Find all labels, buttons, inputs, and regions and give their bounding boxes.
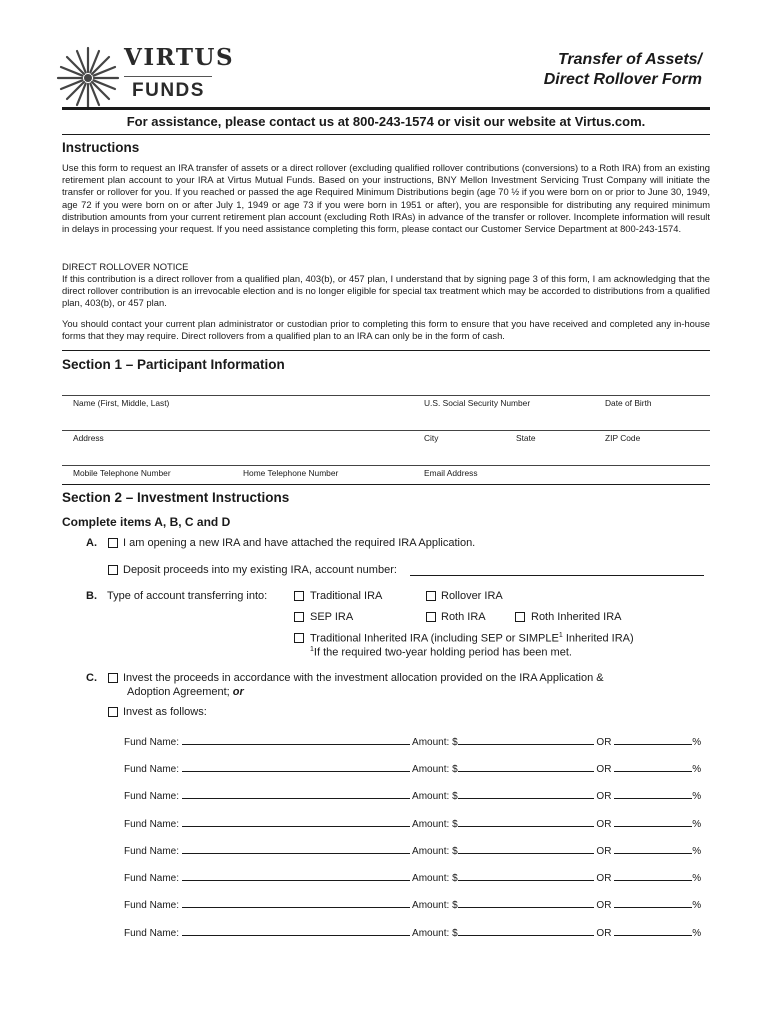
amount-label: Amount: $	[412, 873, 458, 884]
fund-name-field[interactable]	[182, 844, 410, 854]
percent-sign: %	[692, 737, 702, 748]
footnote-marker-2: 1	[310, 646, 314, 653]
or-label: OR	[596, 764, 612, 775]
name-ssn-dob-field[interactable]	[62, 395, 710, 396]
fund-name-label: Fund Name:	[124, 846, 180, 857]
logo-divider	[124, 76, 212, 77]
city-label: City	[424, 433, 439, 443]
existing-ira-checkbox[interactable]	[108, 565, 118, 575]
roth-ira-label: Roth IRA	[441, 611, 486, 623]
percent-sign: %	[692, 846, 702, 857]
traditional-ira-label: Traditional IRA	[310, 590, 383, 602]
fund-name-field[interactable]	[182, 926, 410, 936]
percent-field[interactable]	[614, 844, 692, 854]
percent-sign: %	[692, 928, 702, 939]
rollover-notice-title: DIRECT ROLLOVER NOTICE	[62, 261, 189, 272]
percent-sign: %	[692, 791, 702, 802]
rollover-ira-checkbox[interactable]	[426, 591, 436, 601]
amount-field[interactable]	[458, 735, 594, 745]
name-label: Name (First, Middle, Last)	[73, 398, 170, 408]
fund-row	[124, 735, 701, 748]
amount-field[interactable]	[458, 789, 594, 799]
fund-name-field[interactable]	[182, 789, 410, 799]
roth-inherited-ira-label: Roth Inherited IRA	[531, 611, 622, 623]
phone-email-field[interactable]	[62, 465, 710, 466]
mobile-phone-label: Mobile Telephone Number	[73, 468, 171, 478]
form-title-line1: Transfer of Assets/	[557, 51, 702, 68]
invest-as-follows-label: Invest as follows:	[123, 706, 207, 718]
invest-per-application-checkbox[interactable]	[108, 673, 118, 683]
fund-name-label: Fund Name:	[124, 873, 180, 884]
new-ira-checkbox[interactable]	[108, 538, 118, 548]
percent-field[interactable]	[614, 871, 692, 881]
percent-sign: %	[692, 900, 702, 911]
percent-field[interactable]	[614, 817, 692, 827]
fund-name-field[interactable]	[182, 735, 410, 745]
fund-row	[124, 817, 701, 830]
holding-period-text: If the required two-year holding period has been met.	[313, 646, 572, 659]
rollover-ira-label: Rollover IRA	[441, 590, 503, 602]
amount-field[interactable]	[458, 898, 594, 908]
plan-administrator-paragraph: You should contact your current plan administrator or custodian prior to completing this form to ensure that you have received and completed any in-house forms that they may require. Direct rollovers from a qualified plan to an IRA can only be in the form of cash.	[62, 318, 710, 342]
sep-ira-label: SEP IRA	[310, 611, 354, 623]
amount-label: Amount: $	[412, 846, 458, 857]
section2-divider	[62, 484, 710, 485]
section1-divider	[62, 350, 710, 351]
amount-label: Amount: $	[412, 737, 458, 748]
dob-label: Date of Birth	[605, 398, 652, 408]
adoption-agreement-text: Adoption Agreement;	[127, 686, 233, 698]
header-divider	[62, 107, 710, 110]
percent-sign: %	[692, 819, 702, 830]
percent-sign: %	[692, 873, 702, 884]
zip-label: ZIP Code	[605, 433, 641, 443]
amount-field[interactable]	[458, 926, 594, 936]
logo-wordmark-virtus: VIRTUS	[124, 44, 235, 71]
account-number-field[interactable]	[410, 575, 704, 576]
address-label: Address	[73, 433, 104, 443]
fund-name-field[interactable]	[182, 817, 410, 827]
new-ira-label: I am opening a new IRA and have attached the required IRA Application.	[123, 537, 476, 549]
fund-row	[124, 871, 701, 884]
traditional-inherited-ira-checkbox[interactable]	[294, 633, 304, 643]
traditional-inherited-ira-text-end: Inherited IRA)	[562, 632, 634, 645]
home-phone-label: Home Telephone Number	[243, 468, 339, 478]
instructions-paragraph: Use this form to request an IRA transfer of assets or a direct rollover (excluding qualified rollover contributions (conversions) to a Roth IRA) from an existing retirement plan account to your IRA at Virtus Mutual Funds. Based on your instructions, BNY Mellon Investment Servicing Trust Company will initiate the transfer or rollover for you. If you reached or passed the age Required Minimum Distributions begin (age 70 ½ if you were born on or prior to June 30, 1949, age 72 if you were born on or after July 1, 1949 or age 73 if you were born in 1951 or after), you are responsible for distributing any required minimum distribution amounts from your current retirement plan account (excluding Roth IRAs) in advance of the transfer or rollover. Incomplete information will result in delays in processing your request. If you need assistance completing this form, please contact our Customer Service Department at 800-243-1574.	[62, 162, 710, 235]
or-label: OR	[596, 928, 612, 939]
item-c-letter: C.	[86, 672, 97, 684]
footnote-marker: 1	[558, 632, 563, 639]
amount-field[interactable]	[458, 871, 594, 881]
traditional-ira-checkbox[interactable]	[294, 591, 304, 601]
holding-period-footnote	[310, 646, 572, 659]
amount-label: Amount: $	[412, 791, 458, 802]
fund-name-label: Fund Name:	[124, 928, 180, 939]
amount-label: Amount: $	[412, 764, 458, 775]
complete-items-instruction: Complete items A, B, C and D	[62, 515, 231, 529]
invest-per-application-label-line1: Invest the proceeds in accordance with the investment allocation provided on the IRA Application &	[123, 672, 604, 684]
or-label: OR	[596, 873, 612, 884]
fund-row	[124, 926, 701, 939]
or-emphasis: or	[232, 686, 244, 698]
fund-row	[124, 762, 701, 775]
email-label: Email Address	[424, 468, 478, 478]
fund-name-label: Fund Name:	[124, 819, 180, 830]
fund-name-label: Fund Name:	[124, 900, 180, 911]
amount-field[interactable]	[458, 817, 594, 827]
fund-name-label: Fund Name:	[124, 764, 180, 775]
percent-field[interactable]	[614, 898, 692, 908]
sep-ira-checkbox[interactable]	[294, 612, 304, 622]
traditional-inherited-ira-text: Traditional Inherited IRA (including SEP or SIMPLE	[310, 632, 559, 645]
invest-as-follows-checkbox[interactable]	[108, 707, 118, 717]
fund-row	[124, 844, 701, 857]
percent-sign: %	[692, 764, 702, 775]
ssn-label: U.S. Social Security Number	[424, 398, 531, 408]
assistance-line: For assistance, please contact us at 800-243-1574 or visit our website at Virtus.com.	[126, 114, 646, 129]
amount-field[interactable]	[458, 844, 594, 854]
section2-heading: Section 2 – Investment Instructions	[62, 490, 290, 505]
state-label: State	[516, 433, 536, 443]
form-title	[544, 50, 702, 90]
section1-heading: Section 1 – Participant Information	[62, 357, 285, 372]
percent-field[interactable]	[614, 762, 692, 772]
traditional-inherited-ira-label	[310, 632, 634, 645]
or-label: OR	[596, 737, 612, 748]
virtus-logo-icon	[56, 46, 120, 110]
or-label: OR	[596, 791, 612, 802]
fund-row	[124, 789, 701, 802]
percent-field[interactable]	[614, 735, 692, 745]
fund-row	[124, 898, 701, 911]
address-city-state-zip-field[interactable]	[62, 430, 710, 431]
rollover-notice-text: If this contribution is a direct rollover from a qualified plan, 403(b), or 457 plan, I understand that by signing page 3 of this form, I am acknowledging that the direct rollover contribution is an irrevocable election and is no longer eligible for special tax treatment which may be accorded to distributions from a qualified plan, 403(b), or 457 plan.	[62, 273, 710, 309]
form-title-line2: Direct Rollover Form	[543, 71, 702, 88]
amount-label: Amount: $	[412, 819, 458, 830]
existing-ira-label: Deposit proceeds into my existing IRA, account number:	[123, 564, 397, 576]
item-a-letter: A.	[86, 537, 97, 549]
logo-wordmark-funds: FUNDS	[132, 80, 205, 101]
account-type-label: Type of account transferring into:	[107, 590, 268, 602]
roth-inherited-ira-checkbox[interactable]	[515, 612, 525, 622]
invest-per-application-label-line2	[127, 686, 244, 698]
instructions-heading: Instructions	[62, 140, 140, 155]
amount-field[interactable]	[458, 762, 594, 772]
instructions-divider	[62, 134, 710, 135]
item-b-letter: B.	[86, 590, 97, 602]
fund-name-label: Fund Name:	[124, 791, 180, 802]
fund-name-label: Fund Name:	[124, 737, 180, 748]
or-label: OR	[596, 846, 612, 857]
percent-field[interactable]	[614, 926, 692, 936]
fund-name-field[interactable]	[182, 898, 410, 908]
or-label: OR	[596, 900, 612, 911]
amount-label: Amount: $	[412, 900, 458, 911]
or-label: OR	[596, 819, 612, 830]
percent-field[interactable]	[614, 789, 692, 799]
amount-label: Amount: $	[412, 928, 458, 939]
roth-ira-checkbox[interactable]	[426, 612, 436, 622]
fund-name-field[interactable]	[182, 871, 410, 881]
fund-name-field[interactable]	[182, 762, 410, 772]
